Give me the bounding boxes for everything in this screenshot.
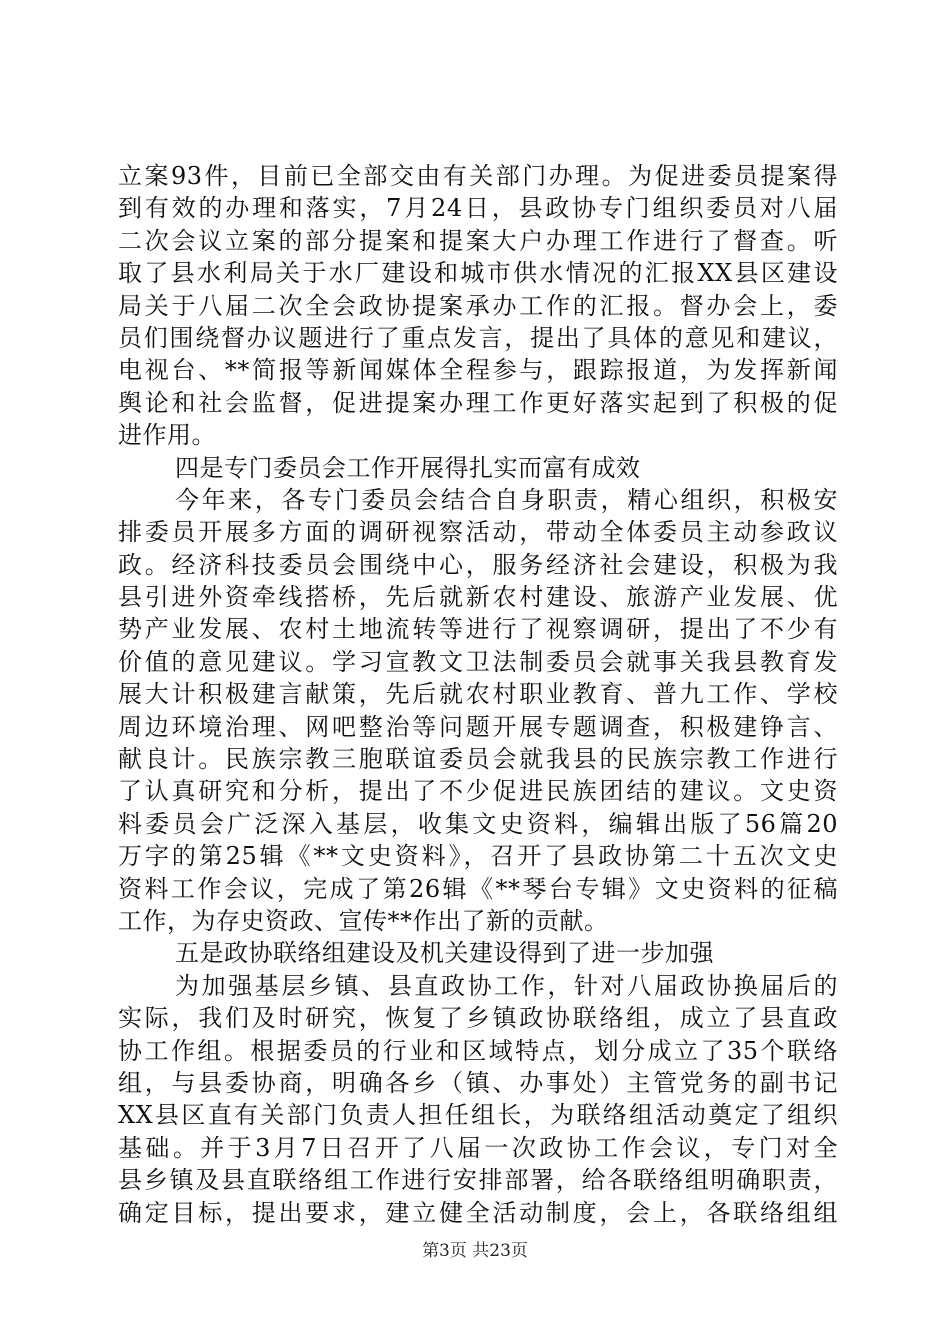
text-line: 协工作组。根据委员的行业和区域特点，划分成立了35个联络 xyxy=(118,1036,838,1065)
text-line: 县乡镇及县直联络组工作进行安排部署，给各联络组明确职责， xyxy=(118,1166,838,1195)
text-line: 进作用。 xyxy=(118,421,216,450)
page-footer: 第3页 共23页 xyxy=(422,1241,528,1261)
text-line: 料委员会广泛深入基层，收集文史资料，编辑出版了56篇20 xyxy=(118,809,838,838)
text-line: 献良计。民族宗教三胞联谊委员会就我县的民族宗教工作进行 xyxy=(118,745,838,774)
text-line: 实际，我们及时研究，恢复了乡镇政协联络组，成立了县直政 xyxy=(118,1004,838,1033)
text-line: 了认真研究和分析，提出了不少促进民族团结的建议。文史资 xyxy=(118,777,838,806)
text-line: 政。经济科技委员会围绕中心，服务经济社会建设，积极为我 xyxy=(118,550,838,579)
text-line: 取了县水利局关于水厂建设和城市供水情况的汇报XX县区建设 xyxy=(118,259,838,288)
text-line: 工作，为存史资政、宣传**作出了新的贡献。 xyxy=(118,906,609,935)
text-line: 舆论和社会监督，促进提案办理工作更好落实起到了积极的促 xyxy=(118,388,838,417)
text-line: 立案93件，目前已全部交由有关部门办理。为促进委员提案得 xyxy=(118,162,838,190)
text-line: 组，与县委协商，明确各乡（镇、办事处）主管党务的副书记 xyxy=(118,1068,838,1097)
paragraph-first-line: 为加强基层乡镇、县直政协工作，针对八届政协换届后的 xyxy=(175,971,838,1000)
text-line: XX县区直有关部门负责人担任组长，为联络组活动奠定了组织 xyxy=(118,1101,838,1130)
text-line: 排委员开展多方面的调研视察活动，带动全体委员主动参政议 xyxy=(118,518,838,547)
document-body xyxy=(118,160,838,1229)
text-line: 周边环境治理、网吧整治等问题开展专题调查，积极建铮言、 xyxy=(118,712,838,741)
text-line: 基础。并于3月7日召开了八届一次政协工作会议，专门对全 xyxy=(118,1133,838,1162)
paragraph-first-line: 四是专门委员会工作开展得扎实而富有成效 xyxy=(175,453,641,482)
text-line: 到有效的办理和落实，7月24日，县政协专门组织委员对八届 xyxy=(118,194,838,223)
text-line: 万字的第25辑《**文史资料》，召开了县政协第二十五次文史 xyxy=(118,842,838,871)
text-line: 电视台、**简报等新闻媒体全程参与，跟踪报道，为发挥新闻 xyxy=(118,356,838,385)
text-line: 员们围绕督办议题进行了重点发言，提出了具体的意见和建议， xyxy=(118,323,838,352)
text-line: 局关于八届二次全会政协提案承办工作的汇报。督办会上，委 xyxy=(118,291,838,320)
text-line: 确定目标，提出要求，建立健全活动制度，会上，各联络组组 xyxy=(118,1198,838,1227)
text-line: 展大计积极建言献策，先后就农村职业教育、普九工作、学校 xyxy=(118,680,838,709)
text-line: 势产业发展、农村土地流转等进行了视察调研，提出了不少有 xyxy=(118,615,838,644)
text-line: 县引进外资牵线搭桥，先后就新农村建设、旅游产业发展、优 xyxy=(118,583,838,612)
paragraph-first-line: 今年来，各专门委员会结合自身职责，精心组织，积极安 xyxy=(175,485,838,514)
text-line: 二次会议立案的部分提案和提案大户办理工作进行了督查。听 xyxy=(118,226,838,255)
paragraph-first-line: 五是政协联络组建设及机关建设得到了进一步加强 xyxy=(175,939,714,968)
text-line: 价值的意见建议。学习宣教文卫法制委员会就事关我县教育发 xyxy=(118,647,838,676)
text-line: 资料工作会议，完成了第26辑《**琴台专辑》文史资料的征稿 xyxy=(118,874,838,903)
